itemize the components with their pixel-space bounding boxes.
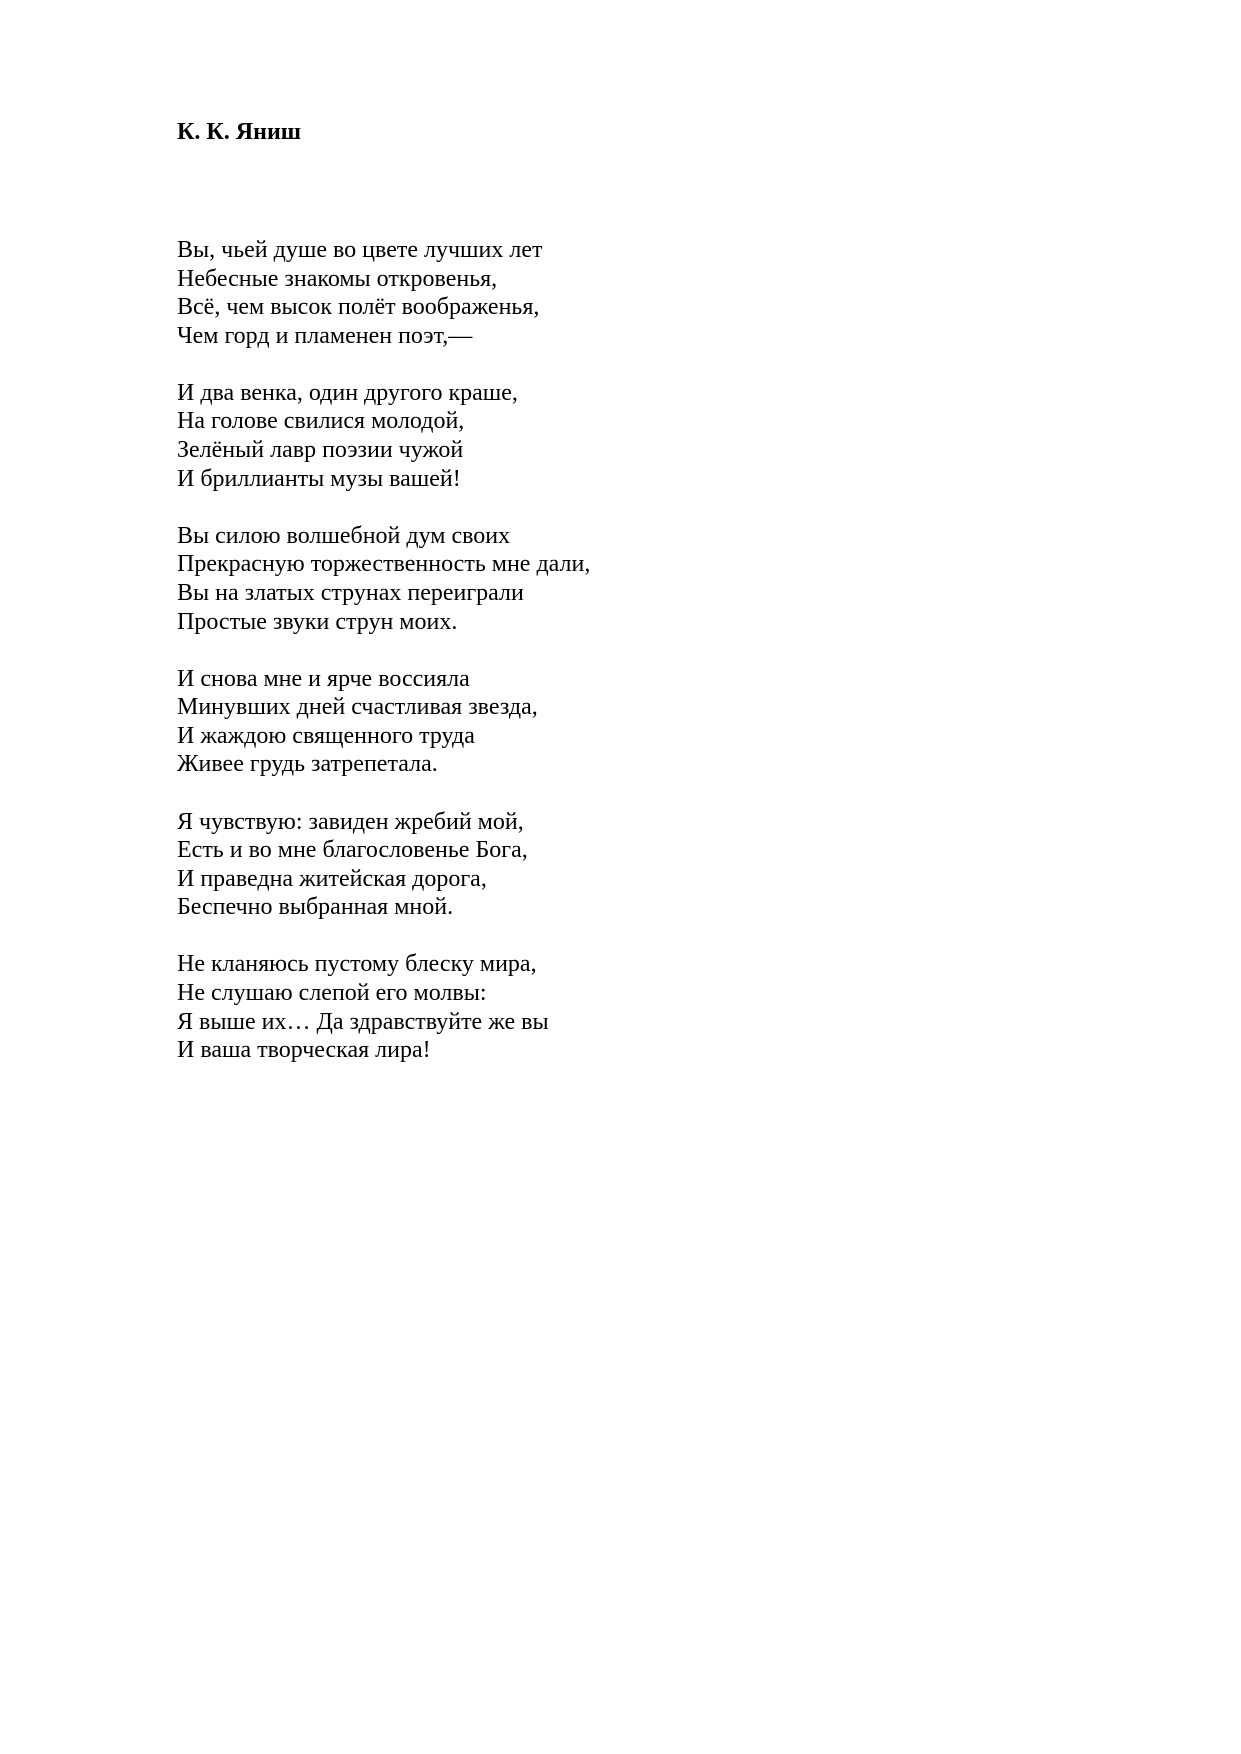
poem-line: И жаждою священного труда (177, 722, 475, 749)
poem-line: Живее грудь затрепетала. (177, 751, 438, 778)
stanza-4 (177, 665, 590, 779)
poem-line: Вы силою волшебной дум своих (177, 522, 511, 549)
poem-line: Я выше их… Да здравствуйте же вы (177, 1008, 549, 1035)
poem-line: Не кланяюсь пустому блеску мира, (177, 951, 537, 978)
poem-body (177, 236, 590, 1093)
poem-line: И ваша творческая лира! (177, 1037, 431, 1064)
poem-line: Прекрасную торжественность мне дали, (177, 551, 591, 578)
stanza-1 (177, 236, 590, 350)
poem-line: И два венка, один другого краше, (177, 379, 518, 406)
stanza-3 (177, 522, 590, 636)
poem-line: Вы, чьей душе во цвете лучших лет (177, 237, 543, 263)
poem-line: Не слушаю слепой его молвы: (177, 979, 487, 1006)
poem-line: И снова мне и ярче воссияла (177, 665, 470, 692)
poem-line: Есть и во мне благословенье Бога, (177, 837, 528, 864)
stanza-5 (177, 808, 590, 922)
stanza-6 (177, 950, 590, 1064)
poem-line: И бриллианты музы вашей! (177, 465, 461, 492)
poem-line: Зелёный лавр поэзии чужой (177, 437, 464, 464)
poem-line: На голове свилися молодой, (177, 408, 465, 435)
author-heading: К. К. Яниш (177, 119, 302, 145)
poem-line: Всё, чем высок полёт воображенья, (177, 294, 540, 321)
poem-line: Простые звуки струн моих. (177, 608, 458, 635)
stanza-2 (177, 379, 590, 493)
poem-line: Небесные знакомы откровенья, (177, 265, 498, 292)
poem-line: Минувших дней счастливая звезда, (177, 694, 538, 721)
poem-line: Чем горд и пламенен поэт,— (177, 322, 473, 349)
poem-line: Вы на златых струнах переиграли (177, 579, 524, 606)
poem-line: И праведна житейская дорога, (177, 865, 487, 892)
poem-line: Я чувствую: завиден жребий мой, (177, 808, 524, 835)
poem-line: Беспечно выбранная мной. (177, 894, 454, 921)
